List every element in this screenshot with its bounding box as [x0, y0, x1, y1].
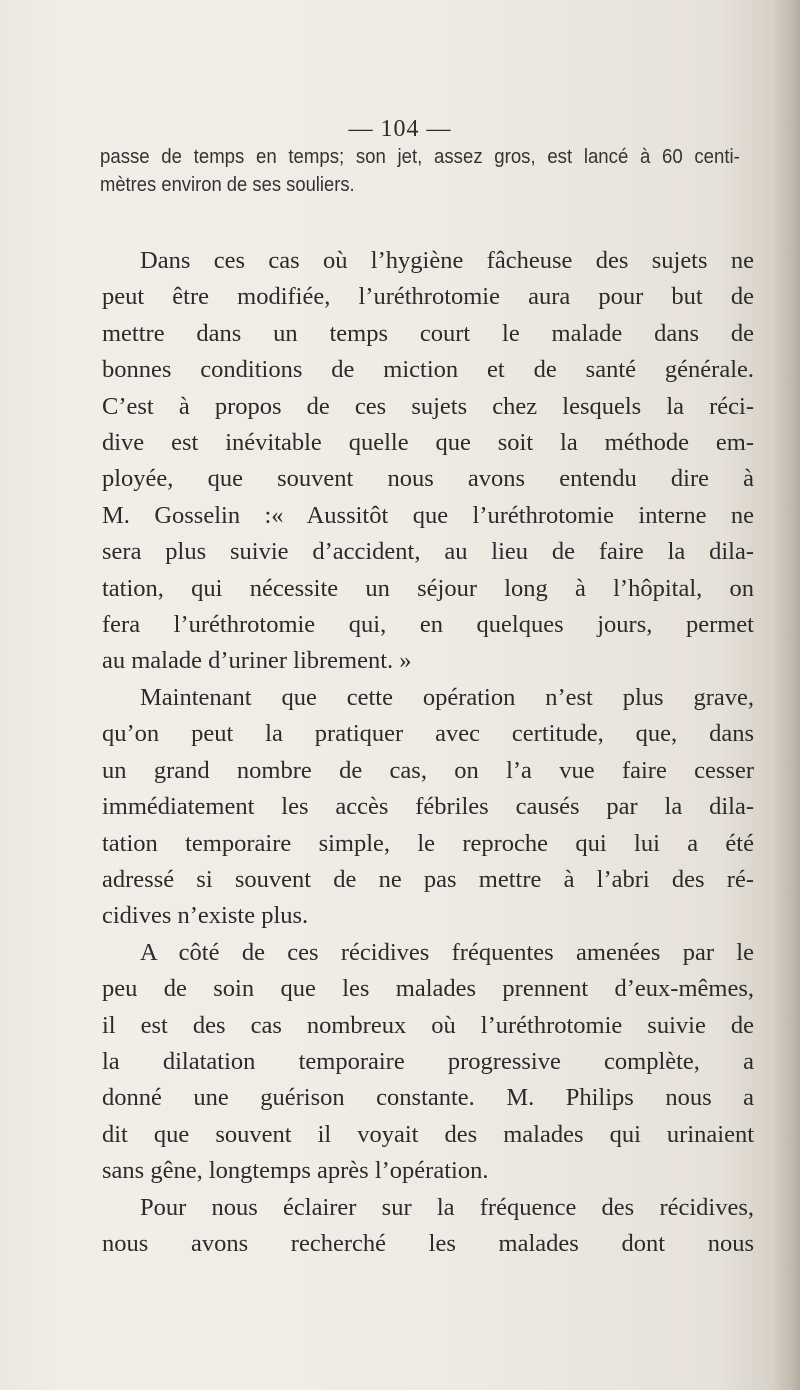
paragraph-line: bonnes conditions de miction et de santé générale.: [102, 356, 754, 384]
paragraph-line: peut être modifiée, l’uréthrotomie aura pour but de: [102, 283, 754, 311]
footnote-line: mètres environ de ses souliers.: [100, 174, 355, 196]
paragraph-line: Dans ces cas où l’hygiène fâcheuse des sujets ne: [140, 247, 754, 274]
paragraph-line: au malade d’uriner librement. »: [102, 647, 412, 675]
paragraph-line: immédiatement les accès fébriles causés par la dila-: [102, 793, 754, 821]
footnote: [100, 143, 740, 199]
paragraph-line: nous avons recherché les malades dont nous: [102, 1229, 754, 1257]
body-text: [102, 243, 754, 1262]
paragraph-line: A côté de ces récidives fréquentes amenées par le: [140, 938, 754, 966]
page-number: — 104 —: [348, 116, 452, 142]
paragraph-line: dit que souvent il voyait des malades qui urinaient: [102, 1120, 754, 1148]
paragraph-line: fera l’uréthrotomie qui, en quelques jours, permet: [102, 611, 754, 639]
paragraph-line: donné une guérison constante. M. Philips nous a: [102, 1084, 754, 1112]
paragraph-line: adressé si souvent de ne pas mettre à l’abri des ré-: [102, 865, 754, 893]
footnote-line: passe de temps en temps; son jet, assez gros, est lancé à 60 centi-: [100, 146, 740, 168]
paragraph-line: tation temporaire simple, le reproche qui lui a été: [102, 829, 754, 857]
paragraph-line: Pour nous éclairer sur la fréquence des récidives,: [140, 1193, 754, 1221]
paragraph-line: C’est à propos de ces sujets chez lesquels la réci-: [102, 392, 754, 420]
paragraph-line: M. Gosselin :« Aussitôt que l’uréthrotomie interne ne: [102, 501, 754, 529]
paragraph-line: sera plus suivie d’accident, au lieu de faire la dila-: [102, 538, 754, 566]
paragraph-line: tation, qui nécessite un séjour long à l’hôpital, on: [102, 574, 754, 602]
paragraph-line: sans gêne, longtemps après l’opération.: [102, 1157, 489, 1185]
paragraph-line: la dilatation temporaire progressive complète, a: [102, 1047, 754, 1075]
page-edge-shadow: [772, 0, 800, 1390]
paragraph-line: peu de soin que les malades prennent d’eux-mêmes,: [102, 975, 754, 1003]
paragraph-line: Maintenant que cette opération n’est plus grave,: [140, 683, 754, 711]
paragraph-line: dive est inévitable quelle que soit la méthode em-: [102, 429, 754, 457]
paragraph-line: mettre dans un temps court le malade dans de: [102, 319, 754, 347]
paragraph-line: ployée, que souvent nous avons entendu dire à: [102, 465, 754, 493]
paragraph-line: cidives n’existe plus.: [102, 902, 309, 930]
paragraph-line: il est des cas nombreux où l’uréthrotomie suivie de: [102, 1011, 754, 1039]
paragraph-line: qu’on peut la pratiquer avec certitude, que, dans: [102, 720, 754, 748]
paragraph-line: un grand nombre de cas, on l’a vue faire cesser: [102, 756, 754, 784]
